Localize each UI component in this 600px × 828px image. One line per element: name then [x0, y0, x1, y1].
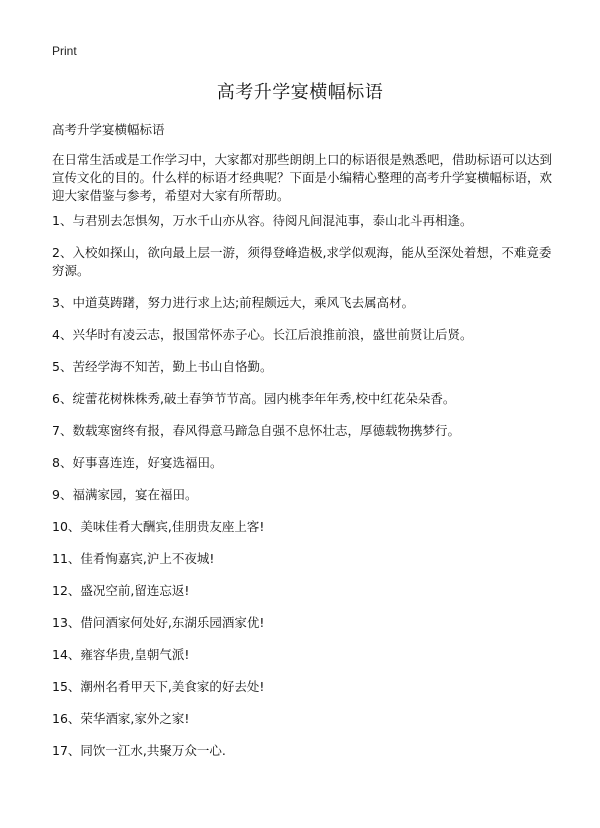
print-link[interactable]: Print	[52, 44, 77, 58]
slogan-item: 12、盛况空前,留连忘返!	[52, 583, 190, 598]
slogan-item: 8、好事喜连连，好宴选福田。	[52, 455, 223, 470]
slogan-item: 13、借问酒家何处好,东湖乐园酒家优!	[52, 615, 265, 630]
slogan-item: 4、兴华时有凌云志，报国常怀赤子心。长江后浪推前浪，盛世前贤让后贤。	[52, 327, 473, 342]
slogan-item: 2、入校如探山，欲向最上层一游，须得登峰造极,求学似观海，能从至深处着想，不难竟委穷源。	[52, 245, 552, 278]
slogan-item: 16、荣华酒家,家外之家!	[52, 711, 190, 726]
document-title: 高考升学宴横幅标语	[216, 82, 384, 103]
slogan-item: 7、数载寒窗终有报，春风得意马蹄急自强不息怀壮志，厚德载物携梦行。	[52, 423, 460, 438]
slogan-item: 10、美味佳肴大酬宾,佳朋贵友座上客!	[52, 519, 265, 534]
slogan-item: 11、佳肴恂嘉宾,沪上不夜城!	[52, 551, 215, 566]
slogan-item: 6、绽蕾花树株株秀,破土春笋节节高。园内桃李年年秀,校中红花朵朵香。	[52, 391, 456, 406]
document-subtitle: 高考升学宴横幅标语	[52, 122, 165, 137]
intro-paragraph: 在日常生活或是工作学习中，大家都对那些朗朗上口的标语很是熟悉吧，借助标语可以达到宣传文化的目的。什么样的标语才经典呢？下面是小编精心整理的高考升学宴横幅标语，欢迎大家借鉴与参考，希望对大家有所帮助。	[52, 152, 553, 203]
slogan-list	[52, 212, 552, 774]
slogan-item: 14、雍容华贵,皇朝气派!	[52, 647, 190, 662]
slogan-item: 15、潮州名肴甲天下,美食家的好去处!	[52, 679, 265, 694]
slogan-item: 1、与君别去怎惧匆，万水千山亦从容。待阅凡间混沌事，泰山北斗再相逢。	[52, 213, 473, 228]
slogan-item: 17、同饮一江水,共聚万众一心.	[52, 743, 226, 758]
slogan-item: 9、福满家园，宴在福田。	[52, 487, 198, 502]
slogan-item: 3、中道莫踌躇，努力进行求上达;前程颇远大，乘风飞去属高材。	[52, 295, 415, 310]
slogan-item: 5、苦经学海不知苦，勤上书山自恪勤。	[52, 359, 273, 374]
